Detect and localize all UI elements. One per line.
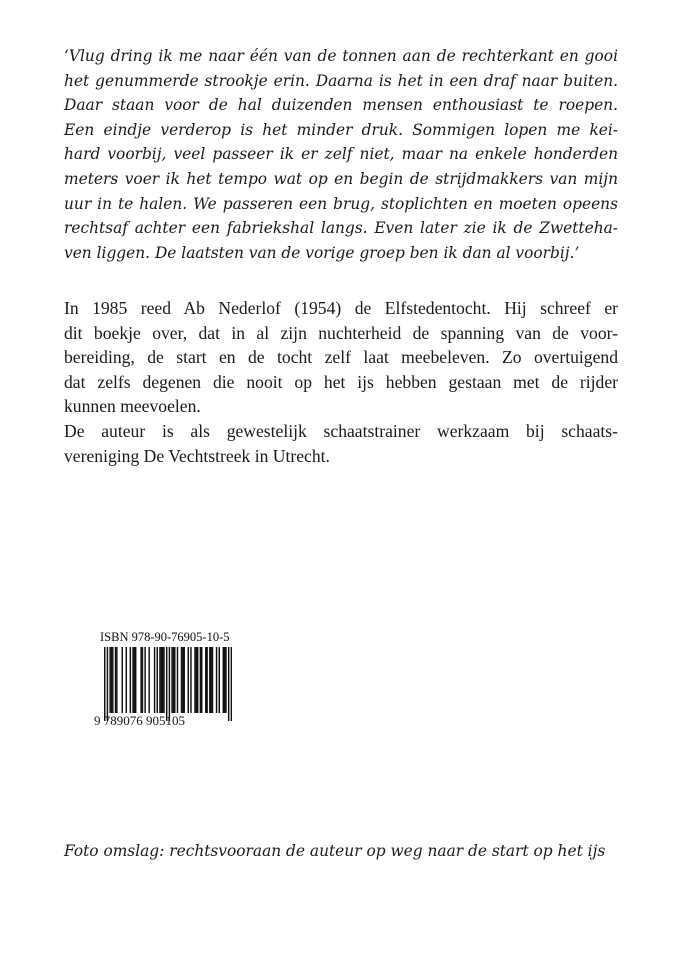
barcode-bar <box>166 647 167 721</box>
barcode-bar <box>224 647 225 713</box>
barcode-bar <box>231 647 232 721</box>
barcode-bar <box>228 647 229 721</box>
barcode-bar <box>163 647 164 713</box>
barcode-bar <box>223 647 224 713</box>
description-line: De auteur is als gewestelijk schaatstrainer werkzaam bij schaats- <box>64 420 618 441</box>
barcode-bar <box>104 647 105 721</box>
barcode-bar <box>194 647 195 713</box>
description-line: vereniging De Vechtstreek in Utrecht. <box>64 445 330 466</box>
barcode-bar <box>200 647 201 713</box>
barcode-bar <box>212 647 213 713</box>
barcode-bar <box>209 647 210 713</box>
description-line: kunnen meevoelen. <box>64 396 201 417</box>
quote-line: ven liggen. De laatsten van de vorige groep ben ik dan al voorbij.’ <box>64 243 580 262</box>
barcode-bar <box>196 647 197 713</box>
barcode-bar <box>148 647 149 713</box>
barcode-bar <box>183 647 184 713</box>
isbn-barcode <box>94 630 240 730</box>
quote-line: uur in te halen. We passeren een brug, stoplichten en moeten opeens <box>64 194 618 213</box>
barcode-bar <box>115 647 116 713</box>
quote-line: het genummerde strookje erin. Daarna is het in een draf naar buiten. <box>64 71 618 90</box>
barcode-bar <box>116 647 117 713</box>
barcode-bar <box>190 647 191 713</box>
barcode-bar <box>132 647 133 713</box>
description-line: bereiding, de start en de tocht zelf laat meebeleven. Zo overtuigend <box>64 347 618 368</box>
barcode-bars <box>104 647 232 721</box>
barcode-bar <box>126 647 127 713</box>
barcode-bar <box>161 647 162 713</box>
barcode-bar <box>130 647 131 713</box>
barcode-bar <box>188 647 189 713</box>
quote-line: ‘Vlug dring ik me naar één van de tonnen aan de rechterkant en gooi <box>64 47 618 65</box>
book-description <box>64 296 618 468</box>
quote-line: Daar staan voor de hal duizenden mensen enthousiast te roepen. <box>64 96 618 115</box>
barcode-bar <box>210 647 211 713</box>
quote-line: rechtsaf achter een fabriekshal langs. Even later zie ik de Zwetteha- <box>64 219 618 238</box>
cover-photo-caption: Foto omslag: rechtsvooraan de auteur op weg naar de start op het ijs <box>64 842 606 860</box>
barcode-bar <box>112 647 113 713</box>
barcode-bar <box>225 647 226 713</box>
barcode-bar <box>219 647 220 713</box>
barcode-bar <box>135 647 136 713</box>
barcode-bar <box>134 647 135 713</box>
quote-passage <box>64 44 618 265</box>
description-line: dit boekje over, dat in al zijn nuchterheid de spanning van de voor- <box>64 322 618 343</box>
barcode-bar <box>109 647 110 713</box>
barcode-bar <box>142 647 143 713</box>
barcode-bar <box>157 647 158 713</box>
quote-line: meters voer ik het tempo wat op en begin de strijdmakkers van mijn <box>64 169 618 188</box>
barcode-bar <box>201 647 202 713</box>
description-line: In 1985 reed Ab Nederlof (1954) de Elfstedentocht. Hij schreef er <box>64 298 618 318</box>
barcode-bar <box>173 647 174 713</box>
barcode-bar <box>206 647 207 713</box>
barcode-bar <box>140 647 141 713</box>
barcode-digits: 9 789076 905105 <box>94 713 185 728</box>
barcode-bar <box>174 647 175 713</box>
barcode-bar <box>169 647 170 721</box>
barcode-bar <box>107 647 108 721</box>
barcode-bar <box>205 647 206 713</box>
barcode-bar <box>171 647 172 713</box>
barcode-bar <box>111 647 112 713</box>
description-line: dat zelfs degenen die nooit op het ijs hebben gestaan met de rijder <box>64 371 618 392</box>
isbn-label: ISBN 978-90-76905-10-5 <box>100 630 230 644</box>
barcode-bar <box>162 647 163 713</box>
barcode-bar <box>122 647 123 713</box>
barcode-bar <box>144 647 145 713</box>
barcode-bar <box>197 647 198 713</box>
barcode-bar <box>182 647 183 713</box>
barcode-bar <box>159 647 160 713</box>
barcode-bar <box>154 647 155 713</box>
barcode-bar <box>177 647 178 713</box>
barcode-bar <box>181 647 182 713</box>
quote-line: Een eindje verderop is het minder druk. Sommigen lopen me kei- <box>64 120 618 139</box>
quote-line: hard voorbij, veel passeer ik er zelf niet, maar na enkele honderden <box>64 145 618 164</box>
barcode-bar <box>216 647 217 713</box>
